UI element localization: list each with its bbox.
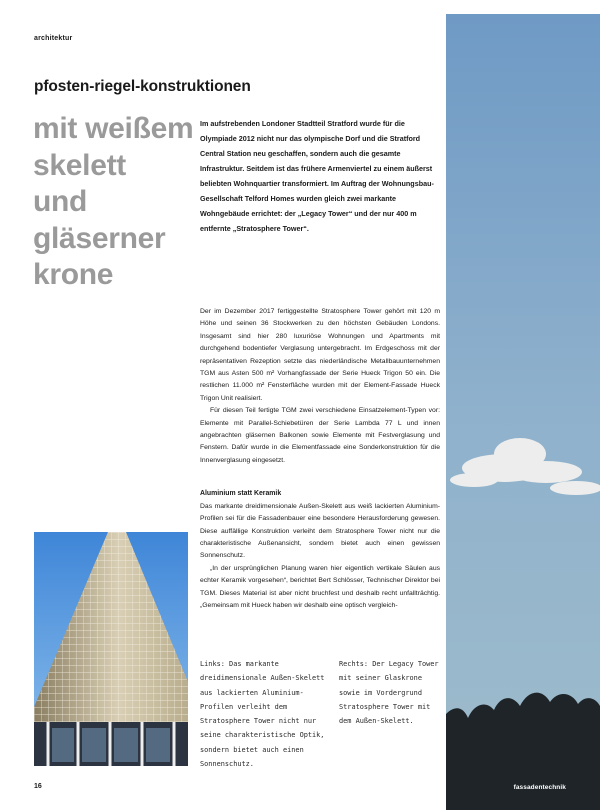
legacy-tower-sky-photo — [446, 14, 600, 810]
title-line: krone — [33, 258, 114, 291]
subheading: Aluminium statt Keramik — [200, 490, 282, 498]
section-label: architektur — [34, 35, 73, 42]
intro-paragraph: Im aufstrebenden Londoner Stadtteil Stratford wurde für die Olympiade 2012 nicht nur das olympische Dorf und die Stratford Central Station neu geschaffen, sondern auch die gesamte Infrastruktur. Seitdem ist das frühere Armenviertel zu einem äußerst beliebten Wohnquartier transformiert. Im Auftrag der Wohnungsbau-Gesellschaft Telford Homes wurden gleich zwei markante Wohngebäude errichtet: der „Legacy Tower“ und der nur 400 m entfernte „Stratosphere Tower“. — [200, 119, 434, 233]
headline: pfosten-riegel-konstruktionen — [34, 78, 251, 95]
stratosphere-tower-photo — [34, 532, 188, 766]
title-line: skelett — [33, 148, 126, 182]
title-line: gläserner — [33, 221, 166, 255]
caption-left: Links: Das markante dreidimensionale Außen-Skelett aus lackierten Aluminium-Profilen verleiht dem Stratosphere Tower nicht nur seine charakteristische Optik, sondern bietet auch einen Sonnenschutz. — [200, 660, 325, 769]
article-title — [33, 111, 193, 294]
body-paragraph: Für diesen Teil fertigte TGM zwei verschiedene Einsatzelement-Typen vor: Elemente mit Parallel-Schiebetüren der Serie Lambda 77 L und innen angebrachten gläsernen Balkonen sowie Elemente mit Festverglasung und Fenstern. Dafür wurde in die Elementfassade eine Sonderkonstruktion für die Innenverglasung eingesetzt. — [200, 407, 440, 464]
article-body — [200, 306, 440, 612]
caption-right: Rechts: Der Legacy Tower mit seiner Glaskrone sowie im Vordergrund Stratosphere Tower mit dem Außen-Skelett. — [339, 660, 439, 726]
title-line: mit weißem — [33, 112, 194, 145]
page-number: 16 — [34, 783, 42, 790]
body-paragraph: „In der ursprünglichen Planung waren hier eigentlich vertikale Säulen aus echter Keramik vorgesehen“, berichtet Bert Schlösser, Technischer Direktor bei TGM. Dieses Material ist aber nicht bruchfest und deshalb recht unfallträchtig. „Gemeinsam mit Hueck haben wir deshalb eine optisch vergleich- — [200, 564, 440, 609]
magazine-name: fassadentechnik — [513, 784, 566, 791]
title-line: und — [33, 185, 88, 218]
body-paragraph: Das markante dreidimensionale Außen-Skelett aus weiß lackierten Aluminium-Profilen sei für die Fassadenbauer eine besondere Herausforderung gewesen. Diese auffällige Konstruktion verleiht dem Stratosphere Tower nicht nur die charakteristische Außenansicht, sondern bietet auch einen gewissen Sonnenschutz. — [200, 502, 440, 560]
body-paragraph: Der im Dezember 2017 fertiggestellte Stratosphere Tower gehört mit 120 m Höhe und seinen 36 Stockwerken zu den höchsten Gebäuden Londons. Insgesamt sind hier 280 luxuriöse Wohnungen und Apartments mit durchgehend bodentiefer Verglasung untergebracht. Im Erdgeschoss mit der repräsentativen Rezeption setzte das niederländische Metallbauunternehmen TGM aus Asten 500 m² Vorhangfassade der Serie Hueck Trigon 50 ein. Die restlichen 11.000 m² Fensterfläche wurden mit der Element-Fassade Hueck Trigon Unit realisiert. — [200, 308, 440, 402]
